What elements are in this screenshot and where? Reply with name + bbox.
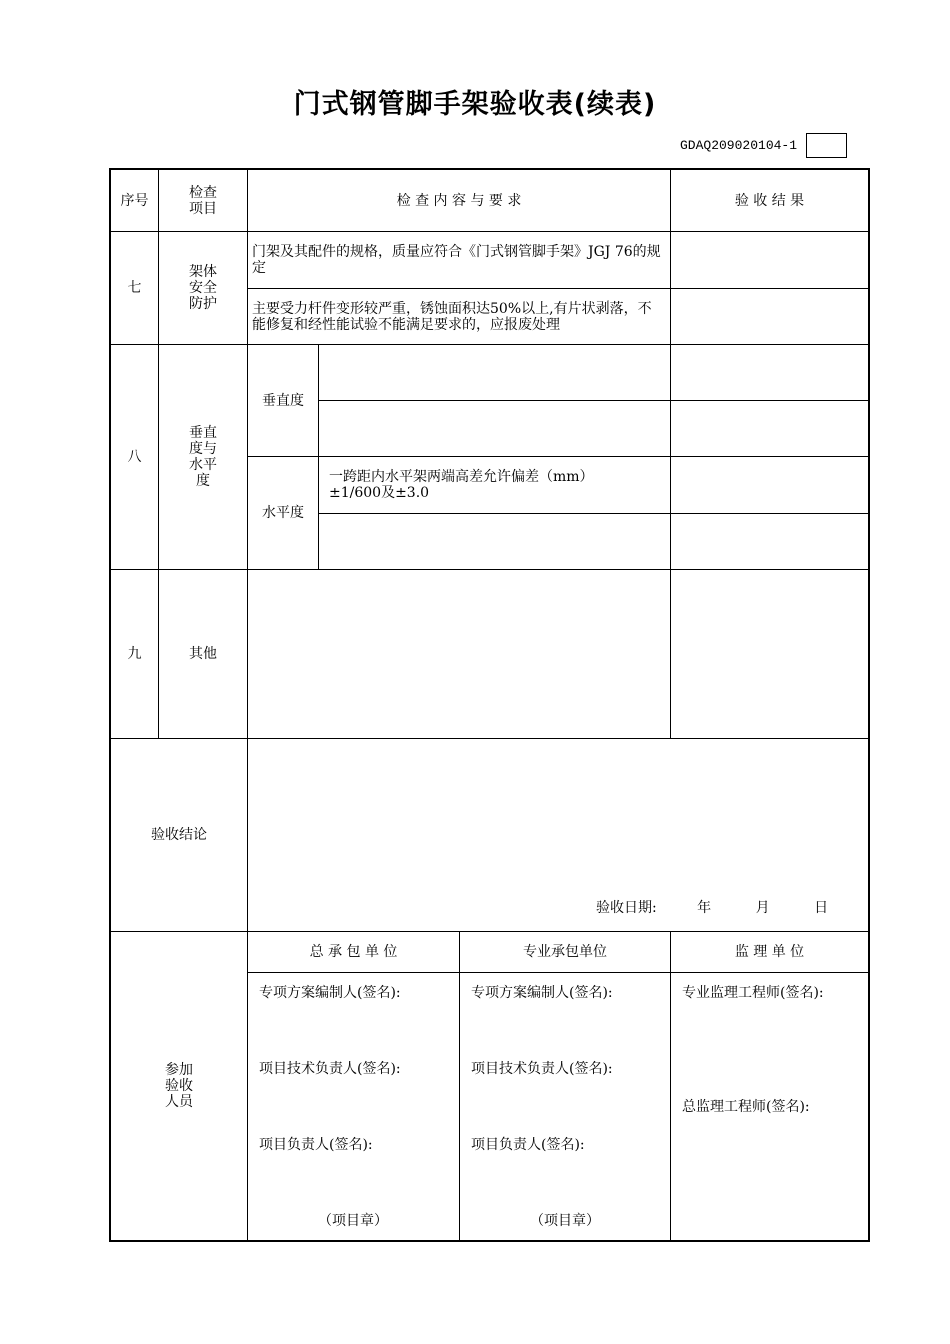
chief-supervisor-sign[interactable]: 总监理工程师(签名): <box>682 1099 810 1115</box>
levelness-req-2 <box>319 514 671 570</box>
date-year: 年 <box>697 900 712 916</box>
sc-seal: （项目章） <box>530 1213 600 1229</box>
section-7-req-1: 门架及其配件的规格，质量应符合《门式钢管脚手架》JGJ 76的规定 <box>248 232 671 289</box>
form-code-suffix-input[interactable] <box>806 133 847 158</box>
general-contractor-signatures <box>248 973 460 1240</box>
subcontractor-header: 专业承包单位 <box>460 932 671 973</box>
section-8-result-1[interactable] <box>671 345 868 401</box>
verticality-req-1 <box>319 345 671 401</box>
general-contractor-header: 总 承 包 单 位 <box>248 932 460 973</box>
supervisor-header: 监 理 单 位 <box>671 932 868 973</box>
conclusion-label: 验收结论 <box>111 739 248 932</box>
header-no: 序号 <box>111 170 159 232</box>
participants-label: 参加 验收 人员 <box>111 932 248 1240</box>
section-8-item: 垂直 度与 水平 度 <box>159 345 248 570</box>
date-month: 月 <box>755 900 770 916</box>
supervising-engineer-sign[interactable]: 专业监理工程师(签名): <box>682 985 824 1001</box>
header-content: 检 查 内 容 与 要 求 <box>248 170 671 232</box>
levelness-req-1: 一跨距内水平架两端高差允许偏差（mm）±1/600及±3.0 <box>319 457 671 514</box>
section-9-content <box>248 570 671 739</box>
header-result: 验 收 结 果 <box>671 170 868 232</box>
date-label: 验收日期: <box>596 900 657 916</box>
form-code: GDAQ209020104-1 <box>680 138 798 153</box>
section-8-result-2[interactable] <box>671 401 868 457</box>
sc-project-manager-sign[interactable]: 项目负责人(签名): <box>471 1137 585 1153</box>
section-7-req-2: 主要受力杆件变形较严重，锈蚀面积达50%以上,有片状剥落，不能修复和经性能试验不能满足要求的，应报废处理 <box>248 289 671 345</box>
header-item: 检查 项目 <box>159 170 248 232</box>
gc-seal: （项目章） <box>318 1213 388 1229</box>
gc-plan-author-sign[interactable]: 专项方案编制人(签名): <box>259 985 401 1001</box>
section-7-result-1[interactable] <box>671 232 868 289</box>
section-8-result-3[interactable] <box>671 457 868 514</box>
page-title: 门式钢管脚手架验收表(续表) <box>293 89 657 120</box>
sc-plan-author-sign[interactable]: 专项方案编制人(签名): <box>471 985 613 1001</box>
section-7-item: 架体 安全 防护 <box>159 232 248 345</box>
section-9-no: 九 <box>111 570 159 739</box>
levelness-label: 水平度 <box>248 457 319 570</box>
gc-tech-lead-sign[interactable]: 项目技术负责人(签名): <box>259 1061 401 1077</box>
section-9-item: 其他 <box>159 570 248 739</box>
conclusion-area[interactable] <box>248 739 868 932</box>
section-7-no: 七 <box>111 232 159 345</box>
date-day: 日 <box>814 900 829 916</box>
section-8-result-4[interactable] <box>671 514 868 570</box>
section-9-result[interactable] <box>671 570 868 739</box>
gc-project-manager-sign[interactable]: 项目负责人(签名): <box>259 1137 373 1153</box>
section-8-no: 八 <box>111 345 159 570</box>
sc-tech-lead-sign[interactable]: 项目技术负责人(签名): <box>471 1061 613 1077</box>
acceptance-table <box>109 168 870 1242</box>
verticality-label: 垂直度 <box>248 345 319 457</box>
supervisor-signatures <box>671 973 868 1240</box>
section-7-result-2[interactable] <box>671 289 868 345</box>
verticality-req-2 <box>319 401 671 457</box>
subcontractor-signatures <box>460 973 671 1240</box>
